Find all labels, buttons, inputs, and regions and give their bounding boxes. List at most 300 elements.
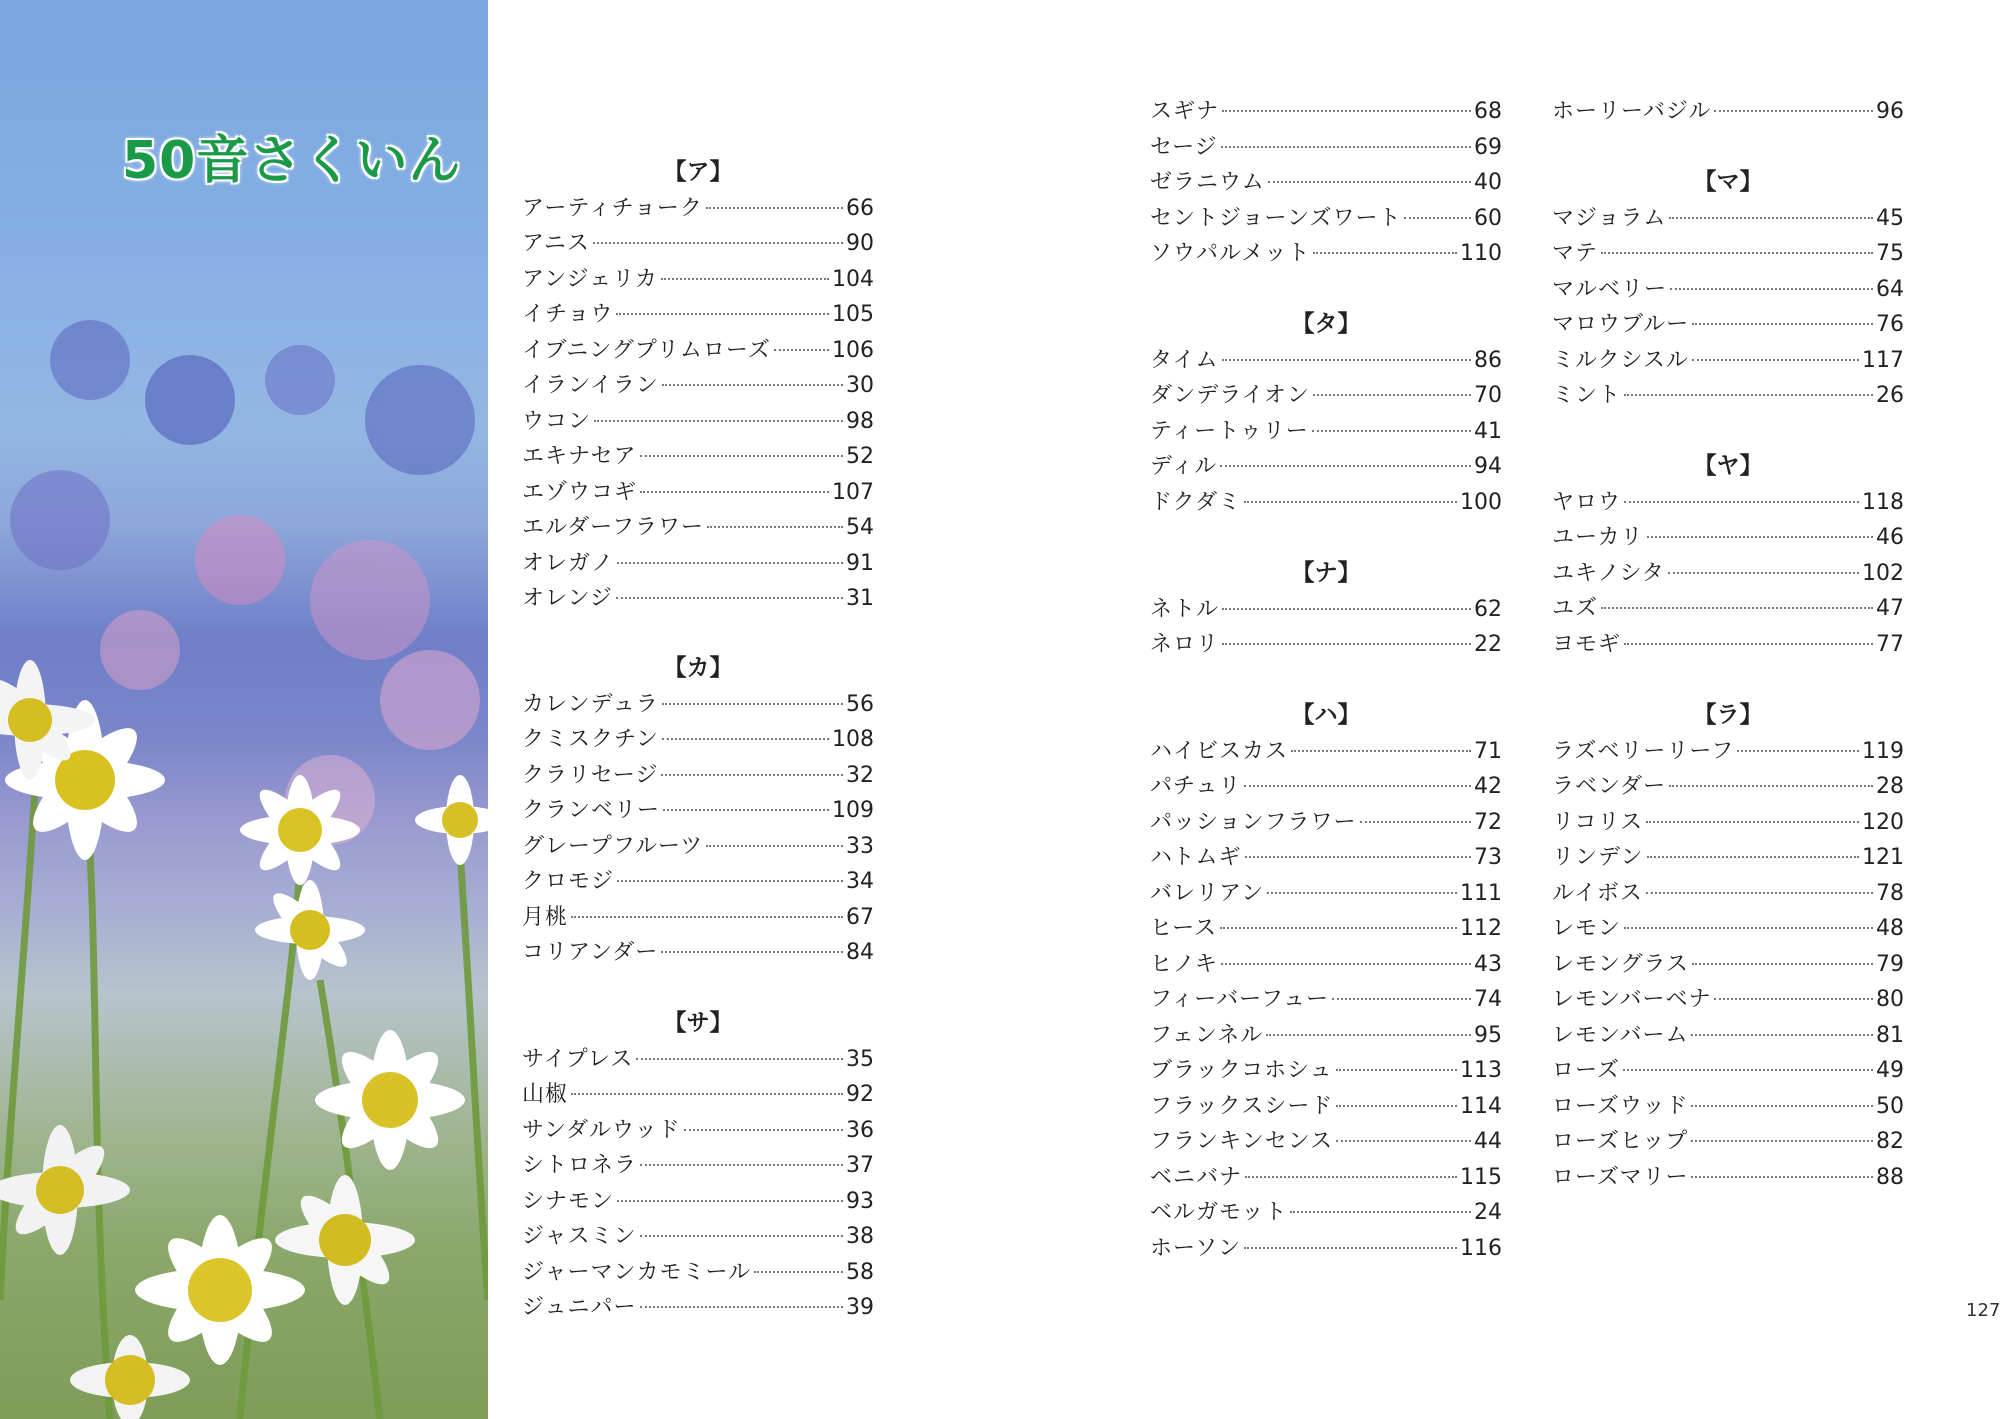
leader-dots — [571, 1093, 843, 1095]
leader-dots — [662, 384, 843, 386]
section-heading: 【タ】 — [1291, 311, 1361, 337]
index-entry — [1150, 911, 1502, 947]
section-heading: 【ラ】 — [1693, 702, 1763, 728]
entry-name: パッションフラワー — [1150, 809, 1357, 835]
leader-dots — [1266, 1034, 1471, 1036]
entry-page-number: 54 — [846, 515, 874, 540]
entry-page-number: 78 — [1876, 880, 1904, 906]
entry-name: ユズ — [1552, 596, 1599, 621]
entry-list — [522, 191, 874, 617]
index-entry — [1150, 1018, 1502, 1054]
leader-dots — [617, 1200, 843, 1202]
entry-name: ユキノシタ — [1552, 560, 1665, 586]
leader-dots — [1624, 501, 1859, 503]
index-entry — [522, 546, 874, 582]
entry-name: アニス — [522, 231, 590, 256]
index-entry — [522, 1290, 874, 1326]
entry-page-number: 67 — [846, 904, 874, 930]
index-entry — [1552, 378, 1904, 414]
entry-list — [1552, 94, 1904, 130]
index-entry — [1150, 840, 1502, 876]
entry-page-number: 118 — [1862, 489, 1904, 515]
index-entry — [1150, 592, 1502, 628]
entry-page-number: 70 — [1474, 383, 1502, 408]
index-entry — [522, 475, 874, 511]
leader-dots — [1220, 927, 1457, 929]
leader-dots — [1267, 892, 1457, 894]
index-section-ra — [1552, 698, 1904, 1195]
entry-page-number: 80 — [1876, 987, 1904, 1012]
leader-dots — [1245, 856, 1471, 858]
index-entry — [1150, 769, 1502, 805]
entry-page-number: 111 — [1460, 880, 1502, 906]
leader-dots — [706, 207, 843, 209]
leader-dots — [1646, 821, 1859, 823]
entry-list — [522, 687, 874, 971]
entry-name: ヨモギ — [1552, 631, 1622, 657]
entry-name: エキナセア — [522, 444, 637, 469]
entry-name: フィーバーフュー — [1150, 987, 1329, 1012]
index-section-ha — [1150, 698, 1502, 1266]
leader-dots — [1244, 1247, 1457, 1249]
entry-page-number: 86 — [1474, 347, 1502, 373]
index-entry — [1150, 1089, 1502, 1125]
leader-dots — [1222, 110, 1471, 112]
entry-name: シトロネラ — [522, 1153, 638, 1178]
index-entry — [1150, 236, 1502, 272]
entry-name: レモンバーベナ — [1552, 987, 1712, 1012]
entry-name: ハイビスカス — [1150, 738, 1289, 764]
leader-dots — [1222, 643, 1471, 645]
entry-name: イブニングプリムローズ — [522, 337, 771, 363]
entry-page-number: 94 — [1474, 454, 1502, 479]
entry-name: エルダーフラワー — [522, 515, 705, 540]
index-entry — [1552, 876, 1904, 912]
entry-page-number: 112 — [1460, 916, 1502, 941]
index-entry — [1552, 1018, 1904, 1054]
index-entry — [522, 864, 874, 900]
leader-dots — [1313, 252, 1457, 254]
leader-dots — [1692, 323, 1873, 325]
entry-page-number: 45 — [1876, 205, 1904, 231]
entry-page-number: 93 — [846, 1188, 874, 1214]
entry-page-number: 37 — [846, 1153, 874, 1178]
leader-dots — [1601, 607, 1873, 609]
entry-name: スギナ — [1150, 99, 1220, 124]
entry-list — [1150, 592, 1502, 663]
leader-dots — [617, 562, 843, 564]
entry-page-number: 75 — [1876, 241, 1904, 266]
entry-name: タイム — [1150, 347, 1219, 373]
leader-dots — [1668, 572, 1859, 574]
entry-page-number: 64 — [1876, 276, 1904, 302]
entry-page-number: 49 — [1876, 1058, 1904, 1083]
section-heading: 【ハ】 — [1291, 702, 1361, 728]
index-section-ta — [1150, 307, 1502, 520]
entry-page-number: 71 — [1474, 738, 1502, 764]
leader-dots — [1336, 1069, 1457, 1071]
index-section-sa — [522, 1006, 874, 1326]
leader-dots — [754, 1271, 843, 1273]
index-entry — [522, 333, 874, 369]
index-entry — [1552, 591, 1904, 627]
entry-name: ティートゥリー — [1150, 418, 1309, 444]
entry-page-number: 68 — [1474, 99, 1502, 124]
entry-page-number: 41 — [1474, 418, 1502, 444]
index-entry — [1150, 94, 1502, 130]
entry-page-number: 39 — [846, 1295, 874, 1320]
entry-page-number: 81 — [1876, 1022, 1904, 1048]
entry-page-number: 44 — [1474, 1129, 1502, 1154]
entry-name: ディル — [1150, 454, 1218, 479]
entry-name: ゼラニウム — [1150, 170, 1265, 195]
index-entry — [522, 1042, 874, 1078]
index-entry — [522, 1148, 874, 1184]
leader-dots — [1268, 181, 1471, 183]
leader-dots — [1244, 501, 1457, 503]
entry-name: カレンデュラ — [522, 691, 659, 717]
leader-dots — [1691, 1034, 1873, 1036]
leader-dots — [1336, 1105, 1457, 1107]
entry-name: レモングラス — [1552, 951, 1689, 977]
leader-dots — [640, 455, 843, 457]
entry-page-number: 77 — [1876, 631, 1904, 657]
leader-dots — [1691, 1105, 1873, 1107]
index-entry — [1150, 734, 1502, 770]
entry-page-number: 105 — [832, 302, 874, 327]
index-section-ma — [1552, 165, 1904, 414]
leader-dots — [594, 420, 843, 422]
index-entry — [1150, 1053, 1502, 1089]
entry-name: ヒノキ — [1150, 951, 1218, 977]
index-entry — [522, 722, 874, 758]
entry-name: ラズベリーリーフ — [1552, 738, 1735, 764]
entry-page-number: 91 — [846, 550, 874, 576]
entry-page-number: 109 — [832, 798, 874, 823]
entry-page-number: 116 — [1460, 1235, 1502, 1261]
leader-dots — [1670, 288, 1873, 290]
index-entry — [522, 900, 874, 936]
leader-dots — [1332, 998, 1471, 1000]
entry-name: リコリス — [1552, 809, 1644, 835]
entry-page-number: 34 — [846, 869, 874, 894]
leader-dots — [661, 278, 829, 280]
index-section-sa-cont — [1150, 94, 1502, 272]
leader-dots — [774, 349, 829, 351]
leader-dots — [571, 916, 843, 918]
section-heading: 【カ】 — [663, 655, 733, 681]
index-entry — [1552, 1089, 1904, 1125]
entry-name: マテ — [1552, 241, 1599, 266]
index-entry — [1150, 627, 1502, 663]
index-title: 50音さくいん — [122, 131, 462, 191]
index-entry — [1150, 805, 1502, 841]
index-entry — [1150, 378, 1502, 414]
index-entry — [1150, 414, 1502, 450]
index-entry — [522, 262, 874, 298]
entry-page-number: 117 — [1862, 347, 1904, 373]
entry-list — [522, 1042, 874, 1326]
index-entry — [1150, 130, 1502, 166]
entry-list — [1552, 201, 1904, 414]
index-entry — [1150, 485, 1502, 521]
leader-dots — [1220, 465, 1471, 467]
index-entry — [522, 581, 874, 617]
entry-page-number: 50 — [1876, 1093, 1904, 1119]
entry-page-number: 74 — [1474, 987, 1502, 1012]
entry-page-number: 100 — [1460, 489, 1502, 515]
entry-list — [1552, 734, 1904, 1196]
index-entry — [1552, 805, 1904, 841]
index-entry — [1150, 1124, 1502, 1160]
entry-name: オレガノ — [522, 550, 615, 576]
entry-list — [1150, 734, 1502, 1267]
entry-list — [1150, 94, 1502, 272]
entry-page-number: 96 — [1876, 99, 1904, 124]
entry-name: アンジェリカ — [522, 266, 658, 292]
entry-name: セージ — [1150, 134, 1218, 160]
entry-name: ウコン — [522, 408, 592, 434]
entry-page-number: 107 — [832, 479, 874, 505]
leader-dots — [1336, 1140, 1471, 1142]
entry-page-number: 95 — [1474, 1022, 1502, 1048]
leader-dots — [1312, 430, 1471, 432]
leader-dots — [1245, 1176, 1457, 1178]
index-entry — [522, 510, 874, 546]
section-heading: 【マ】 — [1693, 169, 1763, 195]
leader-dots — [1221, 146, 1471, 148]
entry-page-number: 22 — [1474, 632, 1502, 657]
index-entry — [522, 687, 874, 723]
entry-name: ローズ — [1552, 1058, 1620, 1083]
index-entry — [1552, 982, 1904, 1018]
index-entry — [1552, 236, 1904, 272]
entry-list — [1150, 343, 1502, 521]
leader-dots — [1647, 536, 1873, 538]
leader-dots — [640, 1235, 843, 1237]
entry-page-number: 60 — [1474, 205, 1502, 231]
entry-name: ルイボス — [1552, 880, 1643, 906]
leader-dots — [593, 242, 843, 244]
leader-dots — [1291, 750, 1471, 752]
entry-name: ベルガモット — [1150, 1200, 1288, 1225]
leader-dots — [1244, 785, 1471, 787]
entry-page-number: 28 — [1876, 774, 1904, 799]
index-entry — [522, 297, 874, 333]
index-entry — [1552, 556, 1904, 592]
entry-name: ジャーマンカモミール — [522, 1259, 752, 1285]
leader-dots — [1313, 394, 1471, 396]
leader-dots — [1360, 821, 1471, 823]
entry-name: ジャスミン — [522, 1224, 637, 1249]
entry-page-number: 119 — [1862, 738, 1904, 764]
index-entry — [1552, 1053, 1904, 1089]
leader-dots — [1221, 963, 1471, 965]
entry-page-number: 43 — [1474, 951, 1502, 977]
leader-dots — [706, 845, 843, 847]
leader-dots — [1290, 1211, 1471, 1213]
entry-page-number: 120 — [1862, 809, 1904, 835]
section-heading: 【ナ】 — [1291, 560, 1361, 586]
entry-list — [1552, 485, 1904, 663]
leader-dots — [662, 738, 829, 740]
leader-dots — [1623, 1069, 1873, 1071]
index-entry — [522, 1077, 874, 1113]
index-entry — [1552, 272, 1904, 308]
entry-page-number: 52 — [846, 444, 874, 469]
index-entry — [1150, 1231, 1502, 1267]
leader-dots — [684, 1129, 843, 1131]
leader-dots — [1669, 217, 1873, 219]
entry-page-number: 42 — [1474, 774, 1502, 799]
entry-page-number: 58 — [846, 1259, 874, 1285]
entry-name: オレンジ — [522, 586, 613, 611]
entry-page-number: 121 — [1862, 845, 1904, 870]
entry-name: 月桃 — [522, 904, 569, 930]
entry-name: フランキンセンス — [1150, 1129, 1334, 1154]
index-entry — [522, 404, 874, 440]
entry-name: パチュリ — [1150, 774, 1242, 799]
entry-page-number: 98 — [846, 408, 874, 434]
entry-name: サンダルウッド — [522, 1117, 681, 1143]
entry-page-number: 88 — [1876, 1164, 1904, 1190]
index-entry — [522, 226, 874, 262]
entry-page-number: 36 — [846, 1117, 874, 1143]
leader-dots — [1691, 1176, 1873, 1178]
index-entry — [1150, 1160, 1502, 1196]
index-entry — [1552, 343, 1904, 379]
entry-page-number: 32 — [846, 762, 874, 788]
entry-name: ソウパルメット — [1150, 241, 1311, 266]
entry-name: ミルクシスル — [1552, 347, 1689, 373]
index-entry — [522, 439, 874, 475]
entry-name: クランベリー — [522, 798, 661, 823]
entry-name: ネロリ — [1150, 632, 1220, 657]
entry-name: マロウブルー — [1552, 312, 1690, 337]
entry-page-number: 30 — [846, 373, 874, 398]
entry-name: バレリアン — [1150, 880, 1265, 906]
index-section-ha-cont — [1552, 94, 1904, 130]
entry-name: ホーソン — [1150, 1235, 1242, 1261]
entry-page-number: 106 — [832, 337, 874, 363]
index-entry — [1552, 769, 1904, 805]
entry-name: ネトル — [1150, 596, 1220, 622]
leader-dots — [1646, 892, 1873, 894]
entry-page-number: 62 — [1474, 596, 1502, 622]
leader-dots — [1692, 359, 1859, 361]
entry-page-number: 24 — [1474, 1200, 1502, 1225]
index-entry — [1150, 947, 1502, 983]
entry-name: 山椒 — [522, 1082, 569, 1107]
entry-name: ローズマリー — [1552, 1164, 1689, 1190]
entry-name: ヤロウ — [1552, 489, 1622, 515]
leader-dots — [616, 597, 843, 599]
entry-name: レモンバーム — [1552, 1022, 1689, 1048]
entry-page-number: 90 — [846, 231, 874, 256]
entry-name: ハトムギ — [1150, 845, 1242, 870]
entry-page-number: 92 — [846, 1082, 874, 1107]
leader-dots — [640, 491, 829, 493]
index-entry — [1150, 982, 1502, 1018]
entry-name: ローズウッド — [1552, 1093, 1689, 1119]
entry-page-number: 66 — [846, 195, 874, 221]
leader-dots — [640, 1164, 843, 1166]
index-entry — [522, 793, 874, 829]
index-entry — [522, 1184, 874, 1220]
entry-name: クロモジ — [522, 869, 615, 894]
entry-page-number: 48 — [1876, 916, 1904, 941]
entry-page-number: 114 — [1460, 1093, 1502, 1119]
entry-name: クミスクチン — [522, 727, 659, 752]
entry-name: シナモン — [522, 1188, 615, 1214]
leader-dots — [616, 313, 829, 315]
index-entry — [1552, 627, 1904, 663]
entry-page-number: 38 — [846, 1224, 874, 1249]
entry-name: クラリセージ — [522, 762, 659, 788]
index-entry — [1552, 307, 1904, 343]
index-entry — [522, 1113, 874, 1149]
entry-name: グレープフルーツ — [522, 833, 704, 859]
leader-dots — [1624, 394, 1873, 396]
entry-page-number: 40 — [1474, 170, 1502, 195]
leader-dots — [1647, 856, 1859, 858]
leader-dots — [1737, 750, 1859, 752]
entry-page-number: 73 — [1474, 845, 1502, 870]
entry-page-number: 104 — [832, 266, 874, 292]
entry-page-number: 115 — [1460, 1164, 1502, 1190]
entry-page-number: 84 — [846, 940, 874, 965]
entry-page-number: 113 — [1460, 1058, 1502, 1083]
entry-page-number: 33 — [846, 833, 874, 859]
index-entry — [522, 191, 874, 227]
entry-page-number: 46 — [1876, 525, 1904, 550]
entry-name: コリアンダー — [522, 940, 659, 965]
leader-dots — [1624, 643, 1873, 645]
entry-name: フェンネル — [1150, 1022, 1264, 1048]
leader-dots — [1601, 252, 1873, 254]
leader-dots — [636, 1058, 843, 1060]
index-entry — [1552, 1124, 1904, 1160]
leader-dots — [1691, 1140, 1873, 1142]
leader-dots — [1692, 963, 1873, 965]
index-entry — [1552, 840, 1904, 876]
index-entry — [1552, 734, 1904, 770]
leader-dots — [1669, 785, 1873, 787]
entry-name: ミント — [1552, 383, 1622, 408]
entry-name: ラベンダー — [1552, 774, 1667, 799]
index-entry — [1552, 94, 1904, 130]
section-heading: 【サ】 — [663, 1010, 733, 1036]
leader-dots — [1714, 998, 1873, 1000]
entry-page-number: 56 — [846, 691, 874, 717]
leader-dots — [1624, 927, 1873, 929]
index-entry — [1552, 1160, 1904, 1196]
entry-name: ブラックコホシュ — [1150, 1058, 1333, 1083]
index-entry — [1552, 485, 1904, 521]
entry-page-number: 72 — [1474, 809, 1502, 835]
leader-dots — [661, 774, 843, 776]
index-entry — [1150, 201, 1502, 237]
index-section-a — [522, 155, 874, 617]
flower-illustration — [0, 0, 488, 1419]
entry-page-number: 76 — [1876, 312, 1904, 337]
index-entry — [1552, 911, 1904, 947]
index-entry — [522, 368, 874, 404]
chamomile-photo — [0, 0, 488, 1419]
index-section-ya — [1552, 449, 1904, 662]
entry-name: ベニバナ — [1150, 1164, 1243, 1190]
entry-name: マルベリー — [1552, 276, 1668, 302]
